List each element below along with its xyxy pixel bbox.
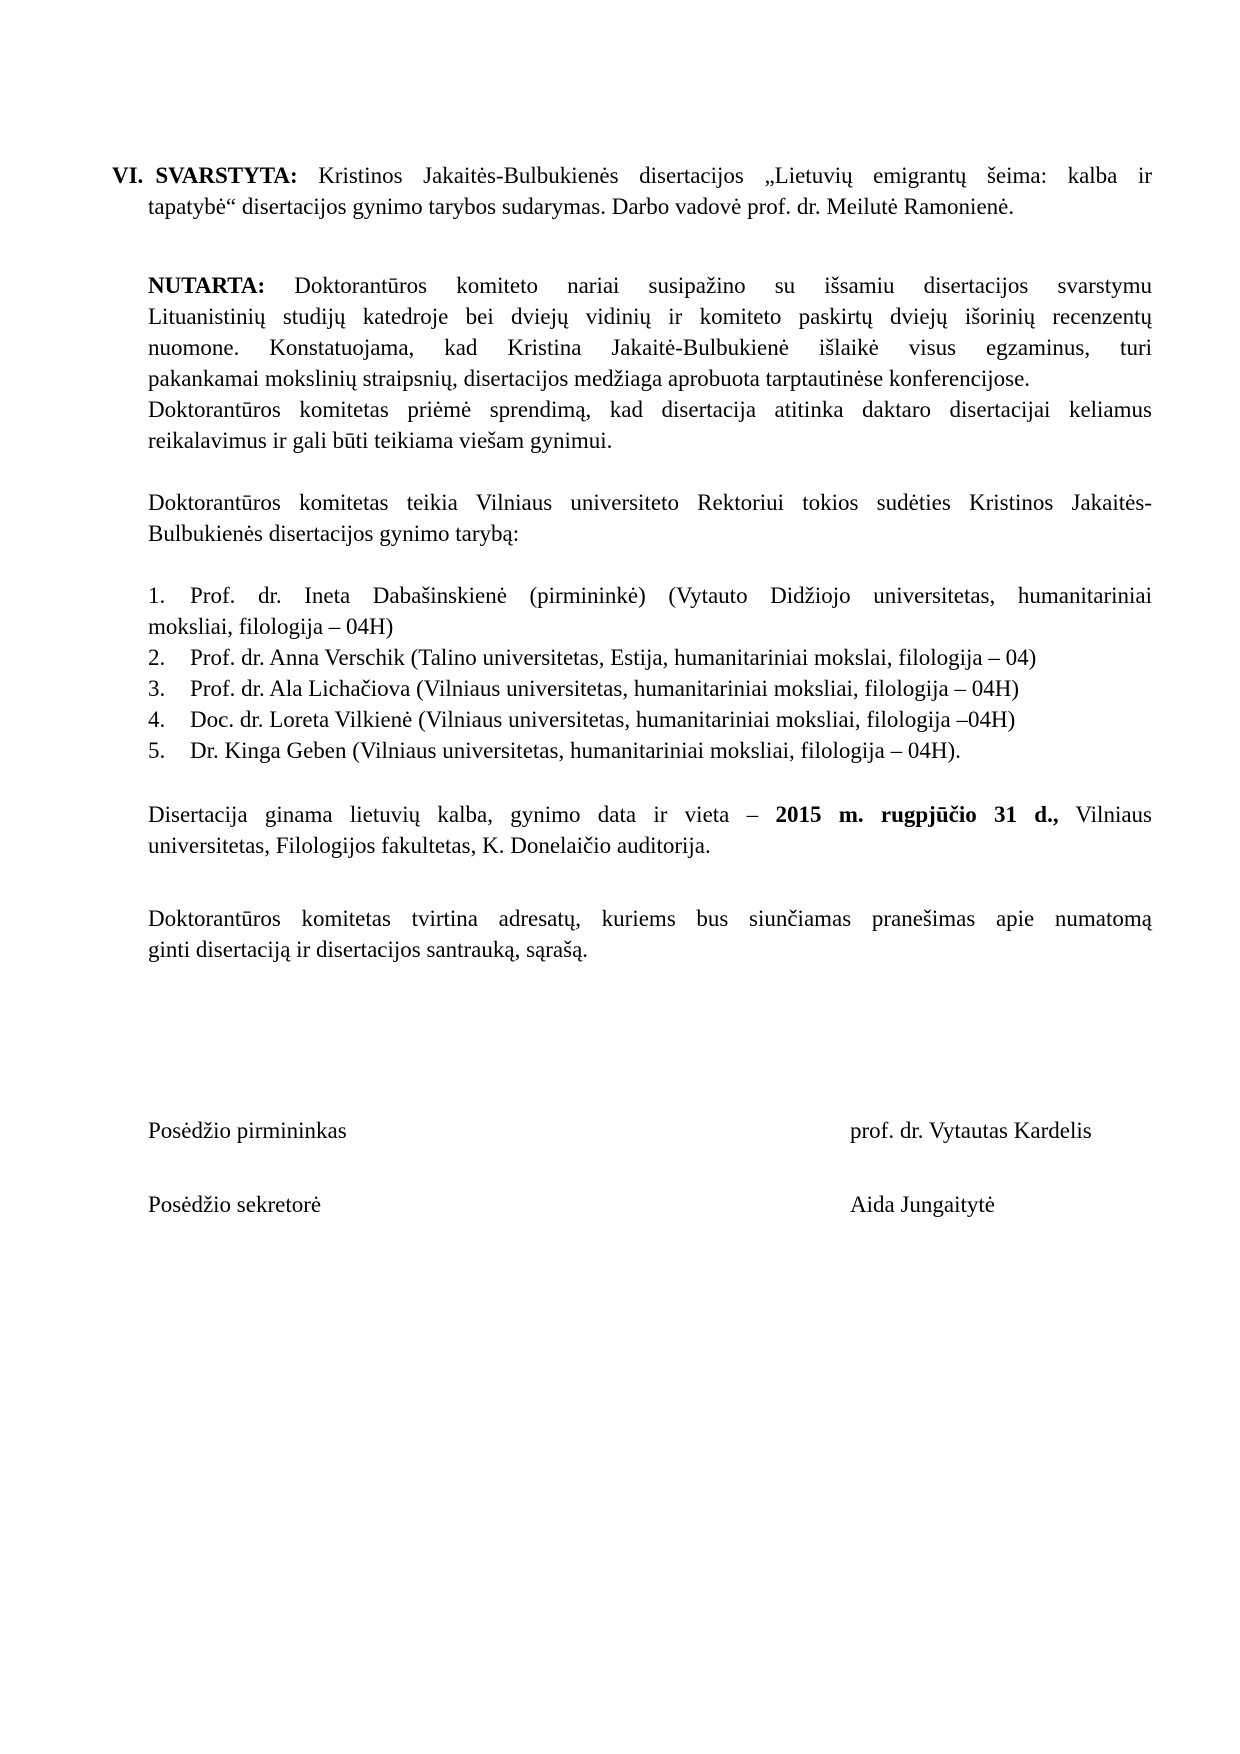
- list-item-number: 1.: [148, 583, 166, 608]
- secretary-label: Posėdžio sekretorė: [148, 1192, 322, 1217]
- section-number: VI.: [112, 163, 144, 188]
- text-line: reikalavimus ir gali būti teikiama viešam gynimui.: [148, 428, 613, 453]
- chairman-signature-row: [148, 1115, 1152, 1146]
- list-item-number: 5.: [148, 738, 166, 763]
- text-line: Doktorantūros komitetas teikia Vilniaus universiteto Rektoriui tokios sudėties Kristinos Jakaitės-: [148, 490, 1152, 515]
- text-line: Bulbukienės disertacijos gynimo tarybą:: [148, 521, 520, 546]
- text-line: tapatybė“ disertacijos gynimo tarybos sudarymas. Darbo vadovė prof. dr. Meilutė Ramonienė.: [148, 194, 1015, 219]
- defense-date-text: Disertacija ginama lietuvių kalba, gynimo data ir vieta –: [148, 802, 776, 827]
- text-line: [148, 799, 1152, 830]
- list-item-number: 2.: [148, 645, 166, 670]
- text-line: [148, 704, 1152, 735]
- svarstyta-text: Kristinos Jakaitės-Bulbukienės disertacijos „Lietuvių emigrantų šeima: kalba ir: [297, 163, 1152, 188]
- list-item-text: Dr. Kinga Geben (Vilniaus universitetas, humanitariniai moksliai, filologija – 04H).: [190, 738, 961, 763]
- text-line: universitetas, Filologijos fakultetas, K. Donelaičio auditorija.: [148, 833, 711, 858]
- list-item: [148, 673, 1152, 704]
- list-item: [148, 580, 1152, 642]
- text-line: Doktorantūros komitetas tvirtina adresatų, kuriems bus siunčiamas pranešimas apie numatomą: [148, 906, 1152, 931]
- defense-place-text: Vilniaus: [1058, 802, 1152, 827]
- text-line: [148, 642, 1152, 673]
- svarstyta-paragraph: [112, 160, 1152, 222]
- list-item-text: Prof. dr. Ala Lichačiova (Vilniaus universitetas, humanitariniai moksliai, filologija – 04H): [190, 676, 1019, 701]
- list-item: [148, 642, 1152, 673]
- list-item: [148, 735, 1152, 766]
- defense-board-list: [148, 580, 1152, 766]
- text-line: [148, 673, 1152, 704]
- list-item-number: 3.: [148, 676, 166, 701]
- text-line: moksliai, filologija – 04H): [148, 614, 394, 639]
- text-line: ginti disertaciją ir disertacijos santrauką, sąrašą.: [148, 937, 589, 962]
- nutarta-text: Doktorantūros komiteto nariai susipažino su išsamiu disertacijos svarstymu: [265, 273, 1152, 298]
- mailing-list-paragraph: [148, 903, 1152, 965]
- secretary-name: Aida Jungaitytė: [850, 1192, 995, 1217]
- text-line: [112, 160, 1152, 191]
- text-line: [148, 580, 1152, 611]
- list-item-text: Doc. dr. Loreta Vilkienė (Vilniaus universitetas, humanitariniai moksliai, filologija –04H): [190, 707, 1016, 732]
- nutarta-paragraph: [148, 270, 1152, 456]
- defense-date-value: 2015 m. rugpjūčio 31 d.,: [775, 802, 1059, 827]
- text-line: Lituanistinių studijų katedroje bei dviejų vidinių ir komiteto paskirtų dviejų išorinių recenzentų: [148, 304, 1152, 329]
- text-line: [148, 270, 1152, 301]
- secretary-signature-row: [148, 1189, 1152, 1220]
- list-item-text: Prof. dr. Ineta Dabašinskienė (pirmininkė) (Vytauto Didžiojo universitetas, humanitariniai: [190, 583, 1152, 608]
- text-line: nuomone. Konstatuojama, kad Kristina Jakaitė-Bulbukienė išlaikė visus egzaminus, turi: [148, 335, 1152, 360]
- defense-date-paragraph: [148, 799, 1152, 861]
- text-line: pakankamai mokslinių straipsnių, disertacijos medžiaga aprobuota tarptautinėse konferencijose.: [148, 366, 1031, 391]
- list-item-text: Prof. dr. Anna Verschik (Talino universitetas, Estija, humanitariniai mokslai, filologija – 04): [190, 645, 1037, 670]
- text-line: [148, 735, 1152, 766]
- nutarta-label: NUTARTA:: [148, 273, 266, 298]
- list-item: [148, 704, 1152, 735]
- chairman-name: prof. dr. Vytautas Kardelis: [850, 1118, 1092, 1143]
- svarstyta-label: SVARSTYTA:: [155, 163, 298, 188]
- list-item-number: 4.: [148, 707, 166, 732]
- text-line: Doktorantūros komitetas priėmė sprendimą, kad disertacija atitinka daktaro disertacijai keliamus: [148, 397, 1152, 422]
- committee-proposal-paragraph: [148, 487, 1152, 549]
- chairman-label: Posėdžio pirmininkas: [148, 1118, 347, 1143]
